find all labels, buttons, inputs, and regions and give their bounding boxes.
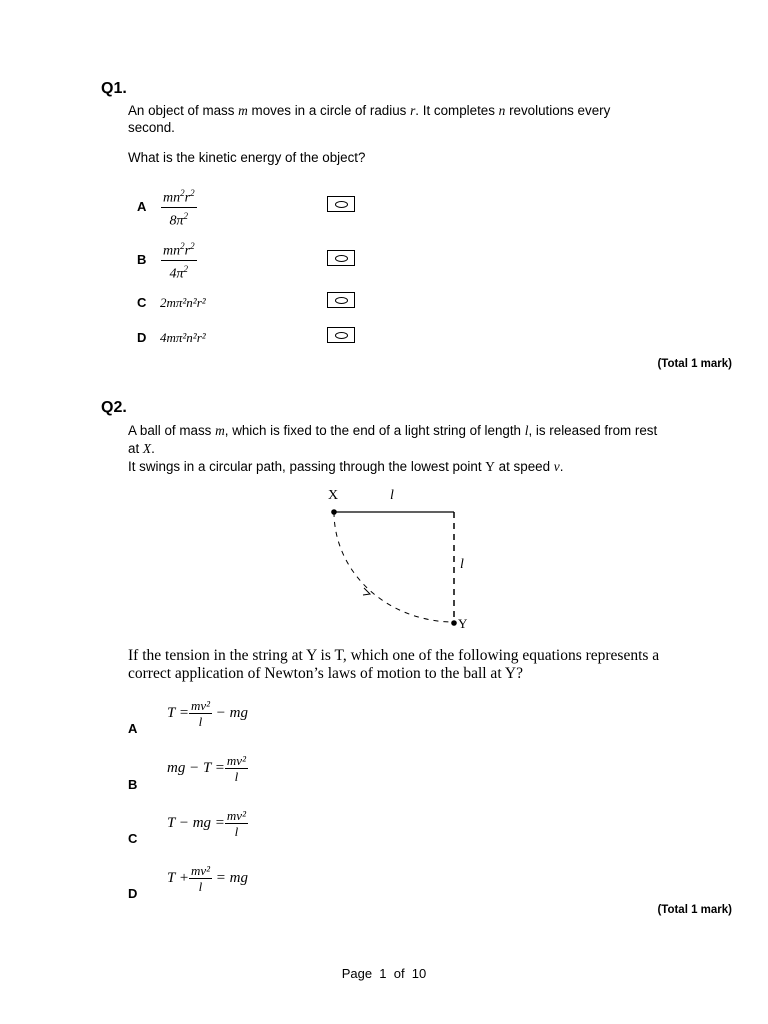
q2-option-letter-c: C	[128, 831, 138, 846]
eq-den: l	[198, 879, 203, 894]
q1-var-n: n	[498, 103, 506, 118]
q1-var-r: r	[410, 103, 416, 118]
eq-den: l	[234, 824, 239, 839]
exp: 2	[180, 241, 185, 251]
q2-option-b-equation	[167, 754, 248, 783]
diagram-label-side-l: l	[460, 557, 464, 572]
arrowhead-icon	[363, 588, 370, 595]
q1-option-b-expression	[161, 239, 197, 281]
q2-text: , is released from rest	[528, 423, 658, 438]
swing-path-arc	[334, 512, 454, 622]
pendulum-diagram	[320, 484, 480, 634]
den-text: 8π	[169, 213, 184, 229]
q1-option-letter-d: D	[137, 330, 147, 345]
answer-oval-icon	[335, 255, 348, 262]
eq-left: T − mg =	[167, 814, 225, 831]
den-text: 4π	[169, 266, 184, 282]
num-text: mn	[163, 243, 181, 259]
eq-right: − mg	[215, 704, 248, 721]
eq-den: l	[234, 769, 239, 784]
q2-var-x: X	[142, 441, 152, 456]
q2-text: .	[559, 459, 564, 474]
q2-total-mark: (Total 1 mark)	[657, 904, 732, 916]
eq-num: mv²	[190, 698, 211, 713]
q2-text: , which is fixed to the end of a light string of length	[224, 423, 525, 438]
exp: 2	[190, 188, 195, 198]
point-y-dot	[451, 620, 457, 626]
q1-statement	[128, 102, 610, 119]
eq-left: mg − T =	[167, 759, 225, 776]
exp: 2	[190, 241, 195, 251]
answer-oval-icon	[335, 201, 348, 208]
q1-option-letter-a: A	[137, 199, 147, 214]
q2-text: at	[128, 441, 143, 456]
q1-question: What is the kinetic energy of the object?	[128, 150, 366, 165]
q1-option-letter-b: B	[137, 252, 147, 267]
eq-num: mv²	[226, 808, 246, 823]
q2-text: A ball of mass	[128, 423, 216, 438]
q1-text: An object of mass	[128, 103, 239, 118]
answer-oval-icon	[335, 297, 348, 304]
num-text: r	[184, 243, 191, 259]
diagram-label-y: Y	[458, 616, 468, 631]
q2-tension-line2: correct application of Newton’s laws of motion to the ball at Y?	[128, 665, 523, 682]
q2-statement-line3	[128, 458, 563, 475]
q2-statement-line2	[128, 440, 155, 457]
q2-var-m: m	[215, 423, 225, 438]
q1-heading: Q1.	[101, 80, 127, 97]
q2-var-y: Y	[485, 459, 495, 474]
q2-option-letter-b: B	[128, 777, 138, 792]
q2-option-letter-a: A	[128, 721, 138, 736]
q1-option-letter-c: C	[137, 295, 147, 310]
eq-num: mv²	[190, 863, 211, 878]
q1-text: . It completes	[415, 103, 499, 118]
num-text: mn	[163, 190, 181, 206]
q1-answer-box-c[interactable]	[327, 292, 355, 308]
q2-var-l: l	[524, 423, 529, 438]
exp: 2	[183, 263, 189, 274]
diagram-label-x: X	[328, 488, 339, 503]
q2-option-d-equation	[167, 864, 248, 893]
eq-left: T =	[167, 704, 189, 721]
q1-total-mark: (Total 1 mark)	[657, 358, 732, 370]
q2-option-letter-d: D	[128, 886, 138, 901]
eq-den: l	[198, 714, 203, 729]
eq-num: mv²	[226, 753, 246, 768]
q1-var-m: m	[238, 103, 248, 118]
q1-answer-box-d[interactable]	[327, 327, 355, 343]
exp: 2	[183, 210, 189, 221]
q2-text: .	[151, 441, 155, 456]
q1-option-c-expression: 2mπ²n²r²	[160, 295, 206, 310]
q1-text: revolutions every	[505, 103, 611, 118]
q2-var-v: v	[553, 459, 560, 474]
q1-option-a-expression	[161, 186, 197, 228]
eq-left: T +	[167, 869, 189, 886]
q1-answer-box-b[interactable]	[327, 250, 355, 266]
q1-answer-box-a[interactable]	[327, 196, 355, 212]
q2-tension-line1: If the tension in the string at Y is T, which one of the following equations represents a	[128, 647, 660, 664]
q2-option-a-equation	[167, 699, 248, 728]
q2-heading: Q2.	[101, 399, 127, 416]
q2-statement-line1	[128, 422, 657, 439]
q2-option-c-equation	[167, 809, 248, 838]
answer-oval-icon	[335, 332, 348, 339]
q1-statement-line2: second.	[128, 120, 175, 135]
page-number: Page 1 of 10	[341, 966, 427, 981]
exp: 2	[180, 188, 185, 198]
q2-text: It swings in a circular path, passing through the lowest point	[128, 459, 486, 474]
diagram-label-top-l: l	[390, 488, 394, 503]
eq-right: = mg	[215, 869, 248, 886]
q1-option-d-expression: 4mπ²n²r²	[160, 330, 206, 345]
q1-text: moves in a circle of radius	[247, 103, 411, 118]
q2-text: at speed	[494, 459, 554, 474]
num-text: r	[184, 190, 191, 206]
